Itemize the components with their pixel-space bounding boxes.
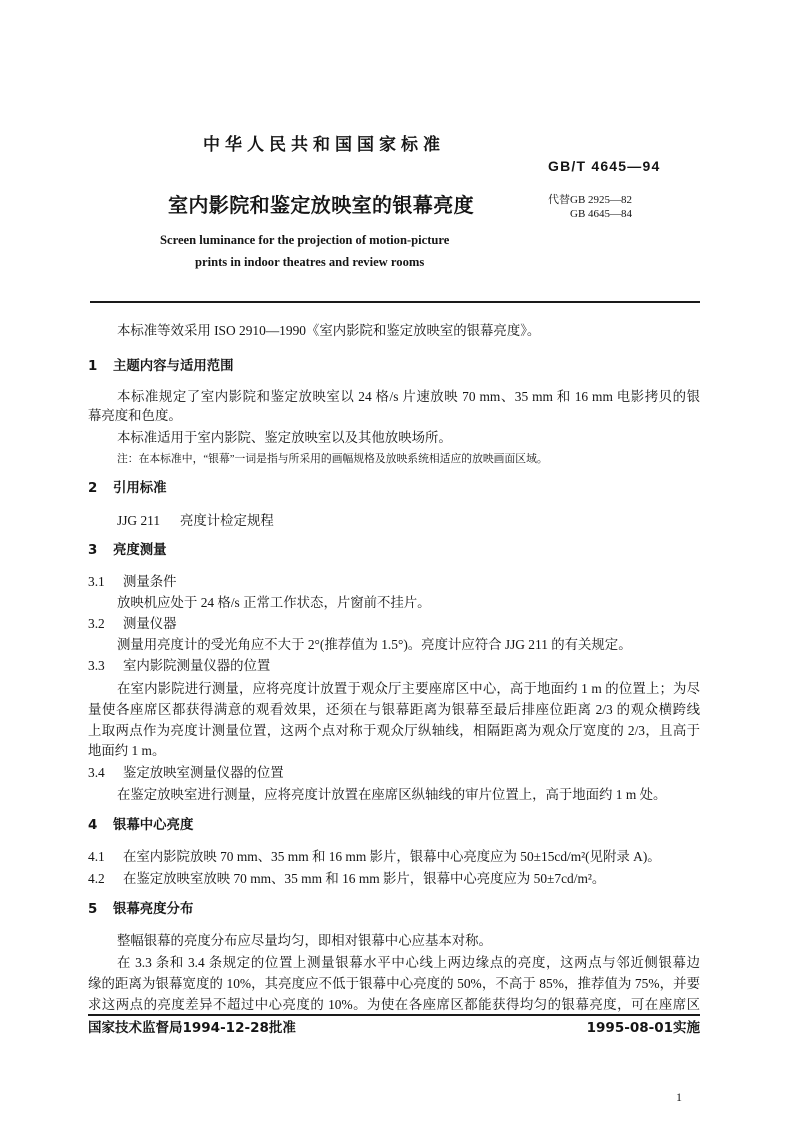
subsection-title: 测量条件: [123, 574, 177, 589]
subsection-number: 4.1: [88, 849, 105, 864]
section-number: 1: [88, 359, 98, 374]
paragraph-line: 测量用亮度计的受光角应不大于 2°(推荐值为 1.5°)。亮度计应符合 JJG 211 的有关规定。: [117, 637, 632, 652]
section-title: 银幕亮度分布: [113, 902, 194, 917]
english-title-line: prints in indoor theatres and review rooms: [195, 255, 425, 269]
approval-text: 国家技术监督局1994-12-28批准: [88, 1020, 296, 1036]
subsection-heading: [88, 657, 270, 675]
reference-title: 亮度计检定规程: [180, 513, 274, 528]
section-number: 5: [88, 902, 98, 917]
subsection-title: 鉴定放映室测量仪器的位置: [123, 765, 284, 780]
section-title: 亮度测量: [113, 543, 167, 558]
subsection-number: 3.4: [88, 765, 105, 780]
paragraph-line: 在 3.3 条和 3.4 条规定的位置上测量银幕水平中心线上两边缘点的亮度，这两点与邻近侧银幕边: [117, 955, 700, 970]
subsection-number: 3.2: [88, 616, 105, 631]
effective-date: 1995-08-01实施: [586, 1020, 700, 1036]
footer-rule: [88, 1014, 700, 1016]
replaces-label: 代替: [548, 194, 570, 206]
subsection-heading: [88, 764, 284, 782]
section-number: 4: [88, 818, 98, 833]
page-number: 1: [676, 1090, 682, 1104]
paragraph-line: 地面约 1 m。: [88, 743, 166, 758]
clause-text: 在室内影院放映 70 mm、35 mm 和 16 mm 影片，银幕中心亮度应为 50±15cd/m²(见附录 A)。: [123, 849, 661, 864]
section-title: 主题内容与适用范围: [113, 359, 234, 374]
section-heading: [88, 542, 167, 560]
subsection-number: 3.1: [88, 574, 105, 589]
paragraph-line: 在鉴定放映室进行测量，应将亮度计放置在座席区纵轴线的审片位置上，高于地面约 1 m 处。: [117, 787, 667, 802]
paragraph-line: 本标准规定了室内影院和鉴定放映室以 24 格/s 片速放映 70 mm、35 mm 和 16 mm 电影拷贝的银: [117, 389, 700, 404]
subsection-heading: [88, 573, 177, 591]
document-title: 室内影院和鉴定放映室的银幕亮度: [168, 193, 474, 217]
section-number: 3: [88, 543, 98, 558]
paragraph-line: 缘的距离为银幕宽度的 10%，其亮度应不低于银幕中心亮度的 50%，不高于 85%，推荐值为 75%，并要: [88, 976, 700, 991]
subsection-title: 测量仪器: [123, 616, 177, 631]
subsection-number: 3.3: [88, 658, 105, 673]
section-heading: [88, 480, 167, 498]
replaces-item: GB 4645—84: [570, 208, 633, 220]
english-title-line: Screen luminance for the projection of motion-picture: [160, 233, 450, 247]
paragraph-line: 在室内影院进行测量，应将亮度计放置于观众厅主要座席区中心，高于地面约 1 m 的位置上；为尽: [117, 681, 700, 696]
section-number: 2: [88, 481, 98, 496]
clause-text: 在鉴定放映室放映 70 mm、35 mm 和 16 mm 影片，银幕中心亮度应为 50±7cd/m²。: [123, 871, 606, 886]
paragraph-line: 上取两点作为亮度计测量位置，这两个点对称于观众厅纵轴线，相隔距离为观众厅宽度的 2/3，且高于: [88, 723, 700, 738]
paragraph-line: 放映机应处于 24 格/s 正常工作状态，片窗前不挂片。: [117, 595, 431, 610]
header-rule: [90, 301, 700, 303]
subsection-clause: [88, 870, 605, 888]
paragraph-line: 求这两点的亮度差异不超过中心亮度的 10%。为使在各座席区都能获得均匀的银幕亮度，可在座席区: [88, 997, 700, 1012]
paragraph-line: 整幅银幕的亮度分布应尽量均匀，即相对银幕中心应基本对称。: [117, 933, 492, 948]
section-heading: [88, 817, 193, 835]
section-heading: [88, 358, 234, 376]
standard-number: GB/T 4645—94: [548, 158, 661, 174]
paragraph-line: 幕亮度和色度。: [88, 408, 182, 423]
subsection-clause: [88, 848, 661, 866]
section-title: 银幕中心亮度: [113, 818, 194, 833]
subsection-title: 室内影院测量仪器的位置: [123, 658, 271, 673]
standard-org-line: 中华人民共和国国家标准: [203, 135, 445, 155]
paragraph-line: 量使各座席区都获得满意的观看效果，还须在与银幕距离为银幕至最后排座位距离 2/3 的观众横跨线: [88, 702, 700, 717]
subsection-number: 4.2: [88, 871, 105, 886]
intro-paragraph: 本标准等效采用 ISO 2910—1990《室内影院和鉴定放映室的银幕亮度》。: [117, 323, 541, 338]
reference-code: JJG 211: [117, 513, 161, 528]
paragraph-line: 本标准适用于室内影院、鉴定放映室以及其他放映场所。: [117, 430, 452, 445]
replaces-item: GB 2925—82: [570, 194, 633, 206]
note-line: 注：在本标准中，“银幕”一词是指与所采用的画幅规格及放映系统相适应的放映画面区域。: [117, 453, 548, 465]
reference-entry: [117, 512, 274, 530]
subsection-heading: [88, 615, 177, 633]
section-title: 引用标准: [113, 481, 167, 496]
section-heading: [88, 901, 193, 919]
